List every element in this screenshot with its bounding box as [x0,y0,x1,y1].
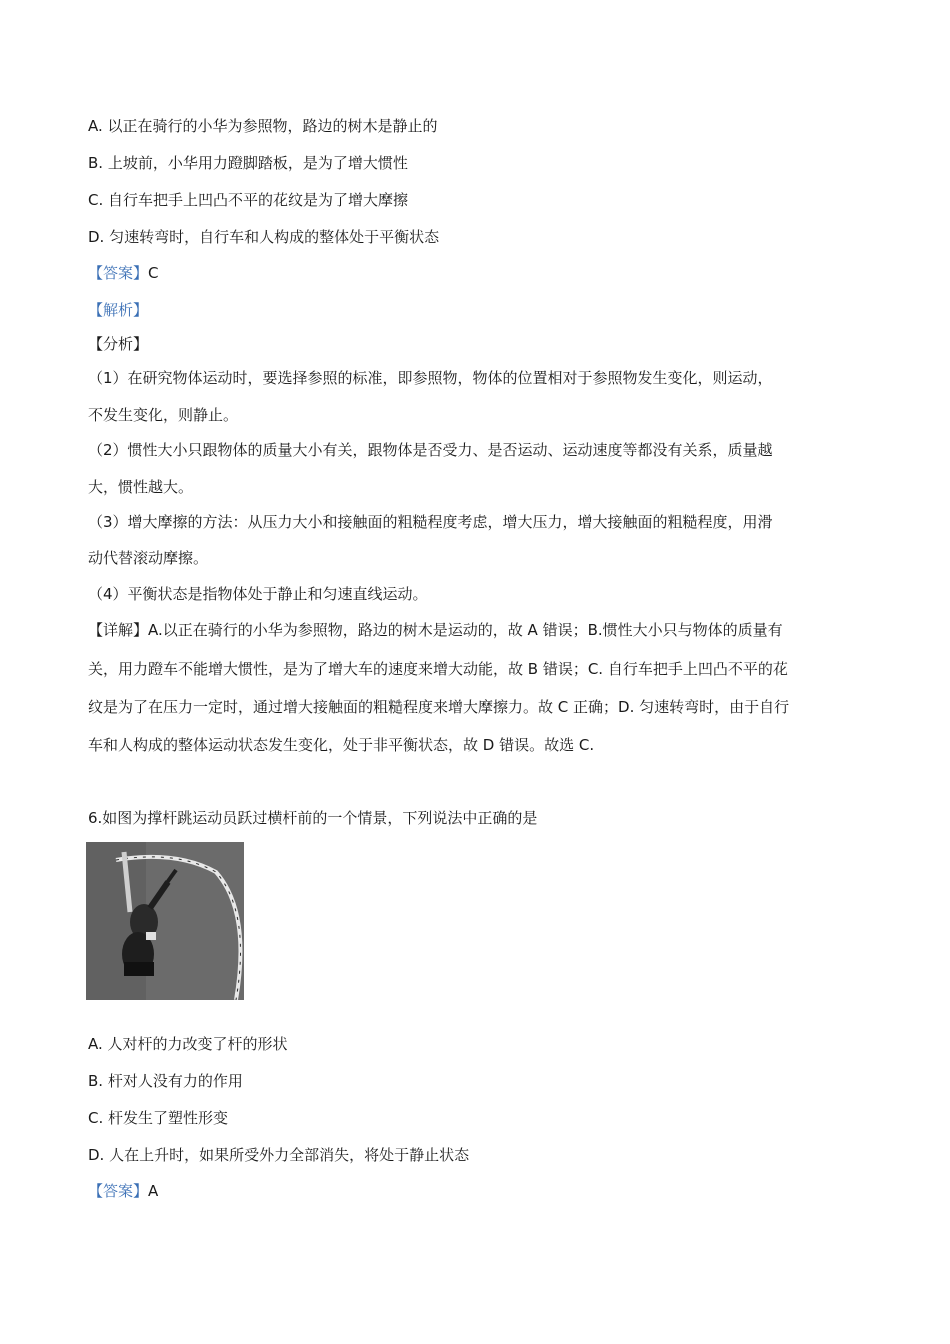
q5-option-d: D. 匀速转弯时，自行车和人构成的整体处于平衡状态 [88,228,440,246]
q6-stem: 6.如图为撑杆跳运动员跃过横杆前的一个情景，下列说法中正确的是 [88,809,538,827]
q5-answer-value: C [148,264,159,282]
q6-answer-value: A [148,1182,159,1200]
q5-detail-line-3: 纹是为了在压力一定时，通过增大接触面的粗糙程度来增大摩擦力。故 C 正确；D. 匀速转弯时，由于自行 [88,698,790,716]
q5-point-1-line-1: （1）在研究物体运动时，要选择参照的标准，即参照物，物体的位置相对于参照物发生变化，则运动， [88,369,773,387]
q5-option-b: B. 上坡前，小华用力蹬脚踏板，是为了增大惯性 [88,154,408,172]
q5-option-c: C. 自行车把手上凹凸不平的花纹是为了增大摩擦 [88,191,409,209]
q5-analysis-sub: 【分析】 [88,335,149,353]
q5-detail-text-1: A.以正在骑行的小华为参照物，路边的树木是运动的，故 A 错误；B.惯性大小只与物体的质量有 [148,621,783,639]
q6-option-d: D. 人在上升时，如果所受外力全部消失，将处于静止状态 [88,1146,470,1164]
q5-point-2-line-1: （2）惯性大小只跟物体的质量大小有关，跟物体是否受力、是否运动、运动速度等都没有关系，质量越 [88,441,773,459]
q5-detail-label: 【详解】 [88,621,149,639]
q5-point-1-line-2: 不发生变化，则静止。 [88,406,239,424]
pole-vault-photo [86,842,244,1000]
q5-point-3-line-1: （3）增大摩擦的方法：从压力大小和接触面的粗糙程度考虑，增大压力，增大接触面的粗糙程度，用滑 [88,513,773,531]
q5-detail-line-1 [88,620,783,640]
q5-option-a: A. 以正在骑行的小华为参照物，路边的树木是静止的 [88,117,438,135]
q6-option-b: B. 杆对人没有力的作用 [88,1072,243,1090]
q5-detail-line-4: 车和人构成的整体运动状态发生变化，处于非平衡状态，故 D 错误。故选 C. [88,736,595,754]
q6-answer-label: 【答案】 [88,1182,149,1200]
q5-point-2-line-2: 大，惯性越大。 [88,478,194,496]
q5-point-3-line-2: 动代替滚动摩擦。 [88,549,209,567]
q6-answer [88,1181,158,1201]
q5-answer [88,263,159,283]
q5-answer-label: 【答案】 [88,264,149,282]
q5-point-4: （4）平衡状态是指物体处于静止和匀速直线运动。 [88,585,428,603]
q5-analysis-label: 【解析】 [88,301,149,319]
q6-option-a: A. 人对杆的力改变了杆的形状 [88,1035,288,1053]
q5-detail-line-2: 关，用力蹬车不能增大惯性，是为了增大车的速度来增大动能，故 B 错误；C. 自行车把手上凹凸不平的花 [88,660,788,678]
q6-option-c: C. 杆发生了塑性形变 [88,1109,229,1127]
